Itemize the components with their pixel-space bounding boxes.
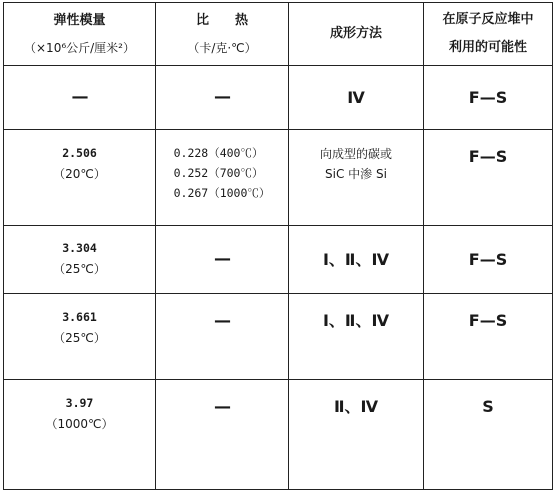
modulus-temp: （20℃） — [53, 166, 106, 181]
heat-value: 0.228（400℃） — [173, 146, 264, 160]
heat-list — [174, 147, 271, 200]
modulus-cell — [4, 66, 156, 130]
modulus-cell — [4, 226, 156, 294]
method-cell — [289, 294, 424, 380]
use-value: F—S — [468, 147, 508, 166]
use-cell — [424, 226, 553, 294]
use-cell — [424, 294, 553, 380]
modulus-value: 3.304 — [62, 241, 97, 256]
use-value: S — [482, 397, 494, 416]
use-value: F—S — [468, 311, 508, 330]
header-method-title: 成形方法 — [329, 26, 382, 42]
header-modulus-title: 弹性模量 — [53, 13, 106, 28]
table-row — [4, 380, 553, 490]
method-value: Ⅰ、Ⅱ、Ⅳ — [322, 311, 390, 330]
modulus-cell — [4, 130, 156, 226]
modulus-value: — — [71, 87, 88, 108]
heat-value: 0.267（1000℃） — [173, 185, 271, 200]
method-cell — [289, 130, 424, 226]
header-modulus-unit: （×10⁶公斤/厘米²） — [24, 40, 135, 55]
modulus-temp: （1000℃） — [45, 416, 114, 431]
heat-cell — [156, 66, 289, 130]
method-cell — [289, 66, 424, 130]
heat-value: — — [214, 249, 230, 270]
modulus-temp: （25℃） — [53, 330, 106, 345]
heat-cell — [156, 294, 289, 380]
method-value: SiC 中渗 Si — [325, 167, 387, 182]
method-value: 向成型的碳或 — [319, 147, 392, 161]
method-value: Ⅰ、Ⅱ、Ⅳ — [322, 249, 390, 269]
header-modulus — [4, 3, 156, 66]
header-use-line2: 利用的可能性 — [448, 40, 527, 55]
modulus-value: 3.97 — [65, 396, 94, 410]
heat-cell — [156, 226, 289, 294]
heat-value: — — [214, 397, 230, 417]
modulus-cell — [4, 294, 156, 380]
header-heat-title: 比 热 — [195, 13, 248, 28]
method-value: Ⅱ、Ⅳ — [333, 397, 379, 416]
use-cell — [424, 380, 553, 490]
modulus-cell — [4, 380, 156, 490]
header-specific-heat — [156, 3, 289, 66]
header-method — [289, 3, 424, 66]
table-row — [4, 66, 553, 130]
heat-value: — — [214, 87, 230, 108]
method-cell — [289, 226, 424, 294]
header-row — [4, 3, 553, 66]
use-value: F—S — [468, 249, 508, 269]
use-cell — [424, 66, 553, 130]
table-row — [4, 130, 553, 226]
use-cell — [424, 130, 553, 226]
header-reactor-use — [424, 3, 553, 66]
table-row — [4, 294, 553, 380]
header-use-line1: 在原子反应堆中 — [442, 12, 534, 28]
properties-table — [3, 2, 553, 490]
use-value: F—S — [468, 87, 508, 107]
modulus-value: 3.661 — [62, 310, 97, 324]
heat-cell — [156, 130, 289, 226]
heat-cell — [156, 380, 289, 490]
modulus-value: 2.506 — [62, 146, 97, 160]
heat-value: 0.252（700℃） — [173, 165, 264, 180]
modulus-temp: （25℃） — [53, 262, 106, 277]
header-heat-unit: （卡/克·℃） — [187, 40, 257, 55]
method-value: Ⅳ — [347, 87, 365, 107]
table-row — [4, 226, 553, 294]
method-cell — [289, 380, 424, 490]
heat-value: — — [214, 311, 230, 331]
